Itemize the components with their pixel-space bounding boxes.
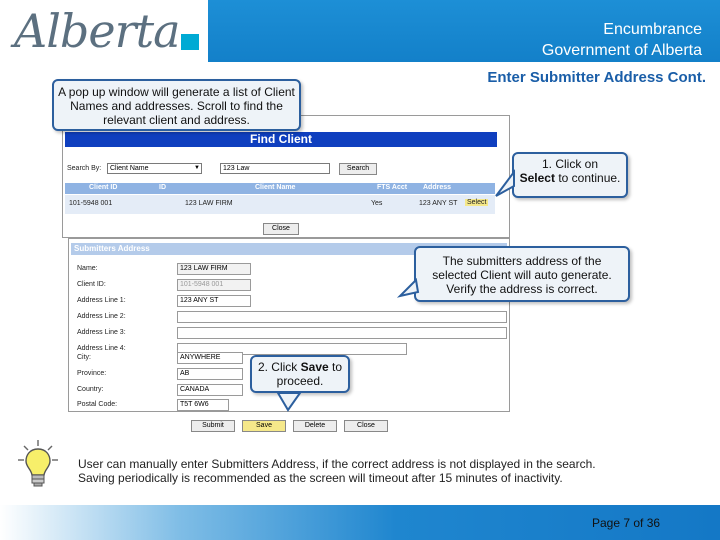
tip-line-1: User can manually enter Submitters Address, if the correct address is not displayed in the search. <box>78 457 596 471</box>
close-button[interactable]: Close <box>344 420 388 432</box>
callout-select-suffix: to continue. <box>558 171 621 185</box>
province-field[interactable]: AB <box>177 368 243 380</box>
field-row-address-3 <box>71 326 507 342</box>
client-id-field: 101-5948 001 <box>177 279 251 291</box>
submitters-address-title: Submitters Address <box>71 243 507 255</box>
page-number: Page 7 of 36 <box>592 516 661 530</box>
field-row-postal-code <box>71 398 507 414</box>
save-button[interactable]: Save <box>242 420 286 432</box>
address-line-2-field[interactable] <box>177 311 507 323</box>
postal-code-label: Postal Code: <box>77 401 118 408</box>
callout-popup-window: A pop up window will generate a list of Client Names and addresses. Scroll to find the relevant client and address. <box>52 79 301 131</box>
callout-address-autogenerate: The submitters address of the selected Client will auto generate. Verify the address is correct. <box>414 246 630 302</box>
city-label: City: <box>77 354 91 361</box>
header-title: Encumbrance <box>603 21 702 38</box>
logo-accent-square <box>181 34 199 50</box>
callout-save-prefix: 2. Click <box>257 360 298 374</box>
cell-client-id: 101-5948 001 <box>69 200 113 207</box>
postal-code-field[interactable]: T5T 6W6 <box>177 399 229 411</box>
address-line-3-label: Address Line 3: <box>77 329 126 336</box>
city-field[interactable]: ANYWHERE <box>177 352 243 364</box>
address-line-1-field[interactable]: 123 ANY ST <box>177 295 251 307</box>
select-link[interactable]: Select <box>467 199 487 206</box>
column-header-client-name: Client Name <box>255 184 296 191</box>
cell-fts-acct: Yes <box>371 200 383 207</box>
country-field[interactable]: CANADA <box>177 384 243 396</box>
callout-select-prefix: 1. Click on <box>541 157 599 171</box>
tip-line-2: Saving periodically is recommended as the screen will timeout after 15 minutes of inactivity. <box>78 471 563 485</box>
submit-button[interactable]: Submit <box>191 420 235 432</box>
header-organization: Government of Alberta <box>541 42 702 59</box>
name-label: Name: <box>77 265 98 272</box>
callout-save-suffix: proceed. <box>276 374 324 388</box>
search-by-select[interactable] <box>107 163 202 174</box>
client-id-label: Client ID: <box>77 281 106 288</box>
lightbulb-icon <box>16 438 60 494</box>
address-line-1-label: Address Line 1: <box>77 297 126 304</box>
find-client-window <box>62 115 510 238</box>
callout-save-step <box>250 355 350 393</box>
callout-select-bold: Select <box>519 171 555 185</box>
results-header-row <box>65 183 495 194</box>
tip-text <box>78 457 698 485</box>
callout-save-bold: Save <box>300 360 329 374</box>
column-header-client-id: Client ID <box>89 184 118 191</box>
cell-address: 123 ANY ST <box>419 200 458 207</box>
slide-subtitle: Enter Submitter Address Cont. <box>487 69 706 86</box>
search-by-label: Search By: <box>67 165 102 172</box>
find-client-close-button[interactable]: Close <box>263 223 299 235</box>
column-header-id: ID <box>159 184 166 191</box>
column-header-address: Address <box>423 184 452 191</box>
address-line-4-label: Address Line 4: <box>77 345 126 352</box>
alberta-logo: Alberta <box>14 4 180 58</box>
chevron-down-icon: ▼ <box>194 165 200 171</box>
search-button[interactable]: Search <box>339 163 377 175</box>
address-line-2-label: Address Line 2: <box>77 313 126 320</box>
search-by-value: Client Name <box>110 165 149 172</box>
table-row[interactable] <box>65 195 495 214</box>
find-client-title: Find Client <box>65 132 497 147</box>
field-row-address-2 <box>71 310 507 326</box>
callout-save-suffix-a: to <box>332 360 343 374</box>
search-input[interactable]: 123 Law <box>220 163 330 174</box>
province-label: Province: <box>77 370 107 377</box>
name-field: 123 LAW FIRM <box>177 263 251 275</box>
delete-button[interactable]: Delete <box>293 420 337 432</box>
country-label: Country: <box>77 386 104 393</box>
address-line-3-field[interactable] <box>177 327 507 339</box>
column-header-fts-acct: FTS Acct <box>377 184 408 191</box>
callout-select-step <box>512 152 628 198</box>
cell-client-name: 123 LAW FIRM <box>185 200 233 207</box>
